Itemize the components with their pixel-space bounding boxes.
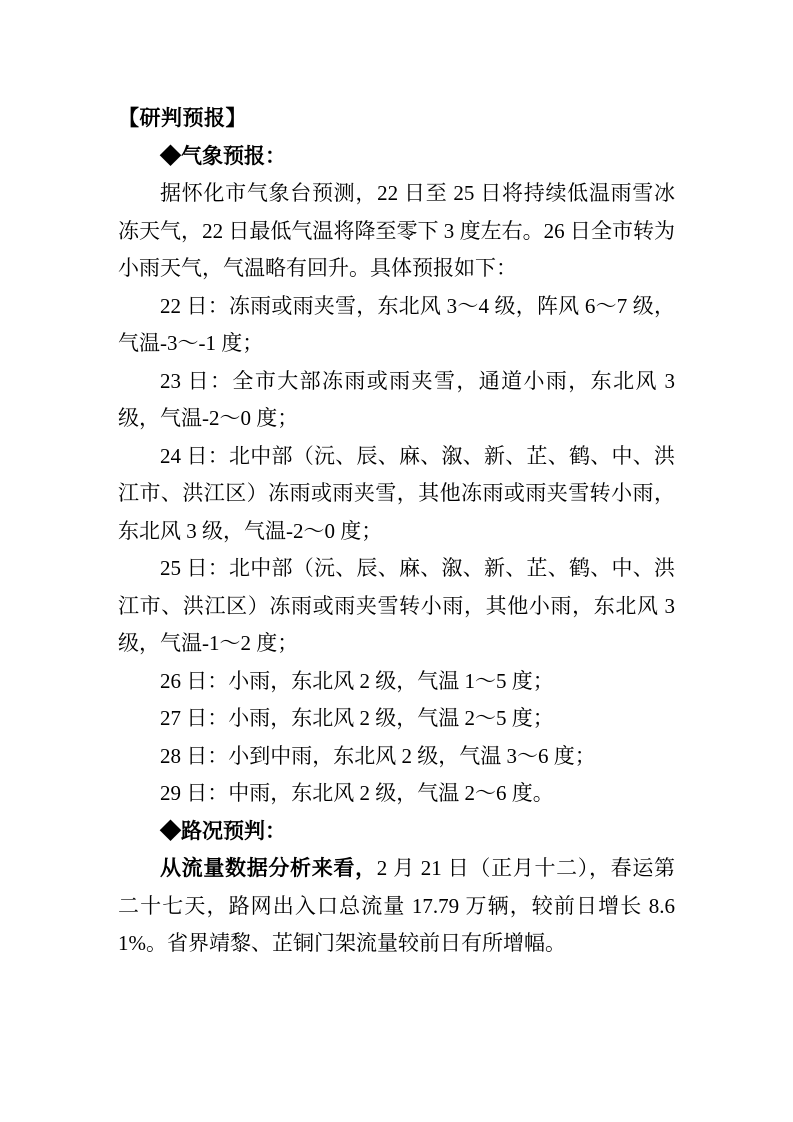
traffic-forecast-heading: ◆路况预判： — [160, 818, 286, 843]
traffic-paragraph — [118, 850, 675, 963]
weather-forecast-heading: ◆气象预报： — [160, 143, 286, 168]
traffic-paragraph-body: 2 月 21 日（正月十二），春运第二十七天，路网出入口总流量 17.79 万辆，较前日增长 8.61%。省界靖黎、芷铜门架流量较前日有所增幅。 — [118, 856, 676, 955]
forecast-day-23: 23 日：全市大部冻雨或雨夹雪，通道小雨，东北风 3 级，气温-2～0 度； — [118, 368, 675, 430]
weather-intro-paragraph: 据怀化市气象台预测，22 日至 25 日将持续低温雨雪冰冻天气，22 日最低气温将降至零下 3 度左右。26 日全市转为小雨天气，气温略有回升。具体预报如下： — [118, 181, 675, 280]
forecast-day-27: 27 日：小雨，东北风 2 级，气温 2～5 度； — [160, 706, 554, 730]
forecast-day-29: 29 日：中雨，东北风 2 级，气温 2～6 度。 — [160, 781, 554, 805]
forecast-day-22: 22 日：冻雨或雨夹雪，东北风 3～4 级，阵风 6～7 级，气温-3～-1 度； — [118, 293, 675, 355]
forecast-day-28: 28 日：小到中雨，东北风 2 级，气温 3～6 度； — [160, 743, 596, 768]
forecast-day-26: 26 日：小雨，东北风 2 级，气温 1～5 度； — [160, 668, 554, 693]
traffic-paragraph-lead: 从流量数据分析来看， — [160, 856, 377, 880]
section-title: 【研判预报】 — [118, 107, 247, 130]
forecast-day-25: 25 日：北中部（沅、辰、麻、溆、新、芷、鹤、中、洪江市、洪江区）冻雨或雨夹雪转小雨，其他小雨，东北风 3 级，气温-1～2 度； — [118, 556, 675, 655]
forecast-day-24: 24 日：北中部（沅、辰、麻、溆、新、芷、鹤、中、洪江市、洪江区）冻雨或雨夹雪，其他冻雨或雨夹雪转小雨，东北风 3 级，气温-2～0 度； — [118, 443, 675, 543]
